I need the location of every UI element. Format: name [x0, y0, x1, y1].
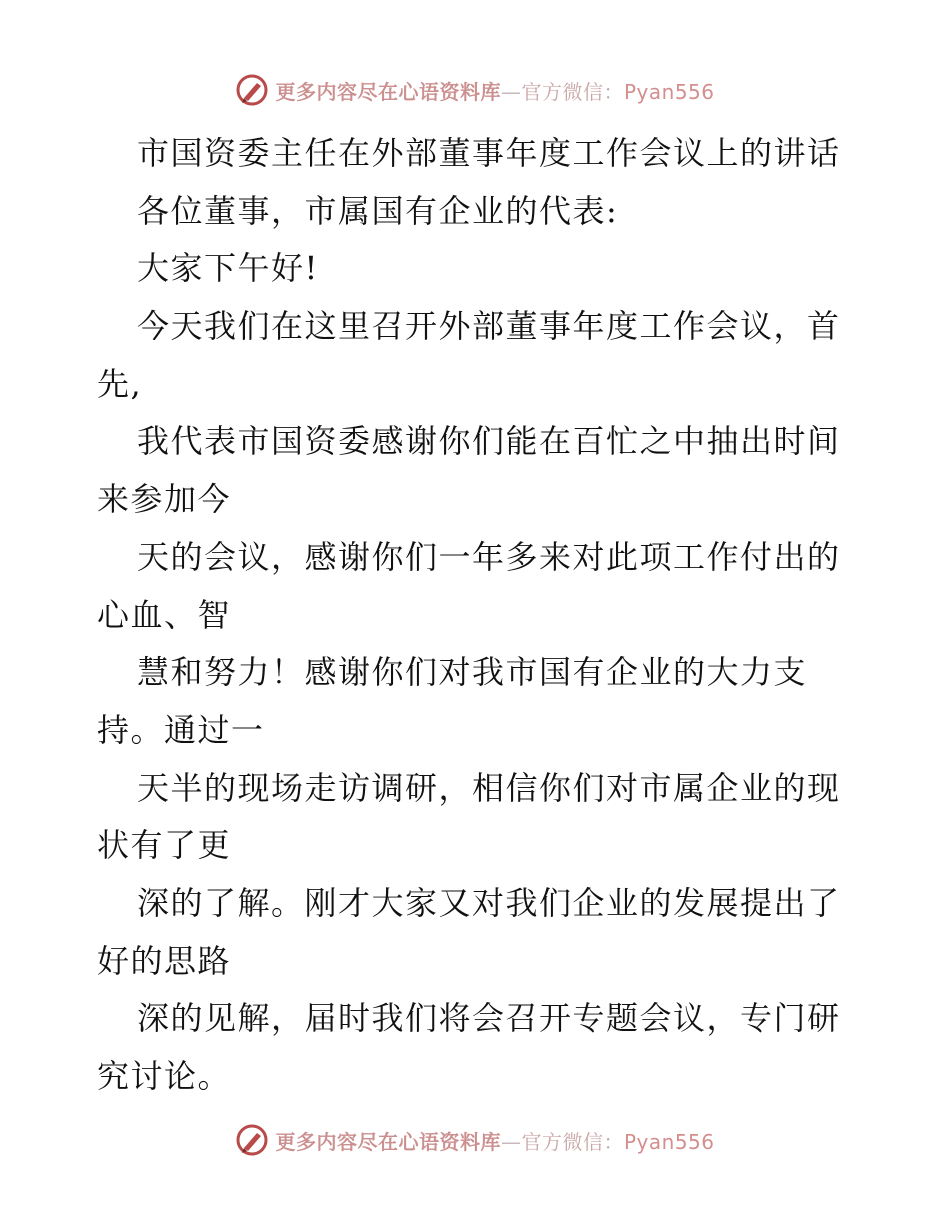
document-line: 来参加今 [97, 480, 232, 519]
document-line: 先, [97, 364, 143, 403]
document-line: 持。通过一 [97, 710, 265, 749]
document-line: 天半的现场走访调研，相信你们对市属企业的现 [137, 768, 841, 807]
document-line: 我代表市国资委感谢你们能在百忙之中抽出时间 [137, 422, 841, 461]
watermark-wechat-id: Pyan556 [623, 79, 715, 104]
document-line: 究讨论。 [97, 1057, 232, 1095]
watermark-separator: — [500, 1129, 522, 1154]
watermark-text [275, 76, 714, 105]
watermark-text [275, 1126, 714, 1155]
header-watermark [0, 70, 950, 110]
document-line: 好的思路 [97, 941, 232, 980]
watermark-wechat-id: Pyan556 [623, 1129, 715, 1154]
document-line: 各位董事，市属国有企业的代表: [137, 191, 619, 230]
document-line: 天的会议，感谢你们一年多来对此项工作付出的 [137, 537, 841, 576]
document-line: 心血、智 [97, 595, 232, 634]
watermark-brand: 更多内容尽在心语资料库 [275, 1129, 501, 1154]
watermark-contact: 官方微信： [521, 1129, 624, 1154]
document-line: 深的了解。刚才大家又对我们企业的发展提出了 [137, 883, 841, 922]
document-body [97, 125, 857, 1106]
watermark-contact: 官方微信： [521, 79, 624, 104]
document-line: 深的见解，届时我们将会召开专题会议，专门研 [137, 999, 841, 1038]
document-line: 大家下午好! [137, 249, 319, 288]
document-line: 今天我们在这里召开外部董事年度工作会议，首 [137, 307, 841, 346]
watermark-brand: 更多内容尽在心语资料库 [275, 79, 501, 104]
document-line: 状有了更 [97, 826, 232, 865]
document-line: 市国资委主任在外部董事年度工作会议上的讲话 [137, 134, 841, 172]
footer-watermark [0, 1120, 950, 1160]
pen-logo-icon [235, 73, 269, 107]
watermark-separator: — [500, 79, 522, 104]
pen-logo-icon [235, 1123, 269, 1157]
document-line: 慧和努力！感谢你们对我市国有企业的大力支 [137, 653, 808, 692]
